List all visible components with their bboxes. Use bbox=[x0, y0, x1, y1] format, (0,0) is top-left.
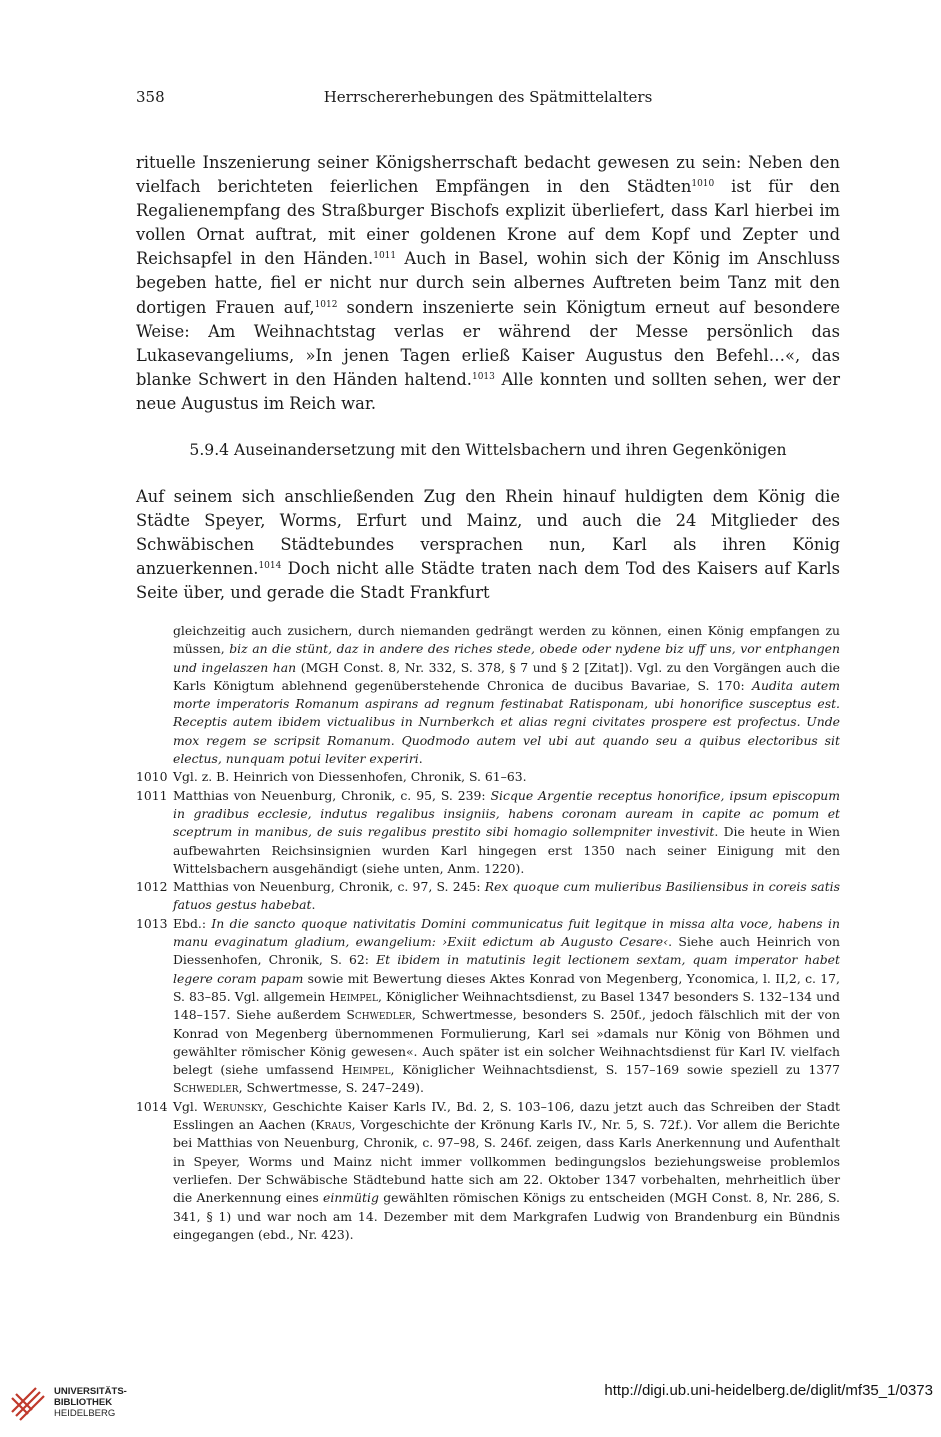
section-heading: 5.9.4 Auseinandersetzung mit den Wittelsbachern und ihren Gegenkönigen bbox=[189, 441, 787, 459]
footnote-text: Vgl. Werunsky, Geschichte Kaiser Karls IV., Bd. 2, S. 103–106, dazu jetzt auch das Schreiben der Stadt Esslingen an Aachen (Kraus, Vorgeschichte der Krönung Karls IV., Nr. 5, S. 72f.). Vor allem die Berichte bei Matthias von Neuenburg, Chronik, c. 97–98, S. 246f. zeigen, dass Karls Anerkennung und Aufenthalt in Speyer, Worms und Mainz nicht immer vollkommen bedingungslos beziehungsweise problemlos verliefen. Der Schwäbische Städtebund hatte sich am 22. Oktober 1347 vorbehalten, mehrheitlich über die Anerkennung eines einmütig gewählten römischen Königs zu entscheiden (MGH Const. 8, Nr. 286, S. 341, § 1) und war noch am 14. Dezember mit dem Markgrafen Ludwig von Brandenburg ein Bündnis eingegangen (ebd., Nr. 423). bbox=[173, 1098, 840, 1242]
running-title: Herrschererhebungen des Spätmittelalters bbox=[323, 88, 653, 106]
paragraph-text: Auch in Basel, wohin sich der König im Anschluss begeben hatte, fiel er nicht nur durch sein albernes Auftreten beim Tanz mit den dortigen Frauen auf, bbox=[136, 249, 841, 317]
footnote-ref-1013[interactable]: 1013 bbox=[471, 371, 495, 382]
footnote-1013 bbox=[136, 915, 840, 1098]
footnote-number: 1011 bbox=[136, 787, 168, 803]
paragraph-text: Auf seinem sich anschließenden Zug den Rhein hinauf huldigten dem König die Städte Speyer, Worms, Erfurt und Mainz, und auch die 24 Mitglieder des Schwäbischen Städtebundes versprachen nun, Karl als ihren König anzuerkennen. bbox=[136, 487, 840, 579]
footnote-number: 1012 bbox=[136, 879, 168, 895]
footnote-text: Vgl. z. B. Heinrich von Diessenhofen, Chronik, S. 61–63. bbox=[173, 769, 527, 785]
footnote-ref-1010[interactable]: 1010 bbox=[691, 179, 715, 190]
logo-stripes bbox=[12, 1388, 44, 1420]
footnote-text: Ebd.: In die sancto quoque nativitatis Domini communicatus fuit legitque in missa alta voce, habens in manu evaginatum gladium, ewangelium: ›Exiit edictum ab Augusto Cesare‹. Siehe auch Heinrich von Diessenhofen, Chronik, S. 62: Et ibidem in matutinis legit lectionem sextam, quam imperator habet legere coram papam sowie mit Bewertung dieses Aktes Konrad von Megenberg, Yconomica, l. II,2, c. 17, S. 83–85. Vgl. allgemein Heimpel, Königlicher Weihnachtsdienst, zu Basel 1347 besonders S. 132–134 und 148–157. Siehe außerdem Schwedler, Schwertmesse, besonders S. 250f., jedoch fälschlich mit der von Konrad von Megenberg übernommenen Formulierung, Karl sei »damals nur König von Böhmen und gewählter römischer König gewesen«. Auch später ist ein solcher Weihnachtsdienst für Karl IV. vielfach belegt (siehe umfassend Heimpel, Königlicher Weihnachtsdienst, S. 157–169 sowie speziell zu 1377 Schwedler, Schwertmesse, S. 247–249). bbox=[173, 915, 840, 1096]
footnote-1014 bbox=[136, 1098, 840, 1244]
footnote-number: 1013 bbox=[136, 915, 168, 931]
source-url[interactable]: http://digi.ub.uni-heidelberg.de/diglit/mf35_1/0373 bbox=[604, 1382, 933, 1399]
paragraph-text: Doch nicht alle Städte traten nach dem Tod des Kaisers auf Karls Seite über, und gerade die Stadt Frankfurt bbox=[136, 559, 840, 603]
paragraph-text: ist für den Regalienempfang des Straßburger Bischofs explizit überliefert, dass Karl hierbei im vollen Ornat auftrat, mit einer goldenen Krone auf dem Kopf und Zepter und Reichsapfel in den Händen. bbox=[136, 177, 840, 269]
footnote-1012 bbox=[136, 878, 840, 915]
footnotes-section bbox=[136, 622, 840, 1244]
body-paragraph-1 bbox=[136, 151, 840, 416]
footnote-ref-1011[interactable]: 1011 bbox=[373, 251, 397, 262]
footnote-1010 bbox=[136, 768, 840, 786]
footnote-ref-1012[interactable]: 1012 bbox=[314, 299, 338, 310]
library-logo[interactable] bbox=[10, 1377, 140, 1427]
paragraph-text: Alle konnten und sollten sehen, wer der neue Augustus im Reich war. bbox=[136, 369, 840, 413]
page-number: 358 bbox=[136, 88, 165, 106]
footnote-text: Matthias von Neuenburg, Chronik, c. 97, S. 245: Rex quoque cum mulieribus Basiliensibus in coreis satis fatuos gestus habebat. bbox=[173, 879, 840, 913]
page-header bbox=[136, 88, 840, 112]
library-logo-icon bbox=[10, 1382, 48, 1422]
paragraph-text: sondern inszenierte sein Königtum erneut auf besondere Weise: Am Weihnachtstag verlas er während der Messe persönlich das Lukasevangeliums, »In jenen Tagen erließ Kaiser Augustus den Befehl…«, das blanke Schwert in den Händen haltend. bbox=[136, 297, 840, 389]
footnote-1011 bbox=[136, 787, 840, 878]
footnote-ref-1014[interactable]: 1014 bbox=[258, 561, 282, 572]
footnote-number: 1014 bbox=[136, 1098, 168, 1114]
paragraph-text: rituelle Inszenierung seiner Königsherrschaft bedacht gewesen zu sein: Neben den vielfach berichteten feierlichen Empfängen in den Städten bbox=[136, 153, 840, 197]
library-logo-text: UNIVERSITÄTS- BIBLIOTHEK HEIDELBERG bbox=[54, 1385, 127, 1419]
footnote-continuation: gleichzeitig auch zusichern, durch niemanden gedrängt werden zu können, einen König empfangen zu müssen, biz an die stünt, daz in andere des riches stede, obede oder nydene biz uff uns, vor entphangen und ingelaszen han (MGH Const. 8, Nr. 332, S. 378, § 7 und § 2 [Zitat]). Vgl. zu den Vorgängen auch die Karls Königtum ablehnend gegenüberstehende Chronica de ducibus Bavariae, S. 170: Audita autem morte imperatoris Romanum aspirans ad regnum festinabat Ratisponam, ubi honorifice susceptus est. Receptis autem ibidem victualibus in Nurnberkch et alias regni civitates prospere est profectus. Unde mox regem se scripsit Romanum. Quodmodo autem vel ubi aut quando seu a quibus electoribus sit electus, nunquam potui leviter experiri. bbox=[173, 623, 841, 767]
body-paragraph-2 bbox=[136, 485, 840, 605]
footnote-number: 1010 bbox=[136, 769, 168, 785]
footnote-text: Matthias von Neuenburg, Chronik, c. 95, S. 239: Sicque Argentie receptus honorifice, ipsum episcopum in gradibus ecclesie, indutus regalibus insigniis, habens coronam auream in capite ac pomum et sceptrum in manibus, de suis regalibus prestito sibi homagio sollempniter investivit. Die heute in Wien aufbewahrten Reichsinsignien wurden Karl hingegen erst 1350 nach seiner Einigung mit den Wittelsbachern ausgehändigt (siehe unten, Anm. 1220). bbox=[173, 787, 840, 876]
